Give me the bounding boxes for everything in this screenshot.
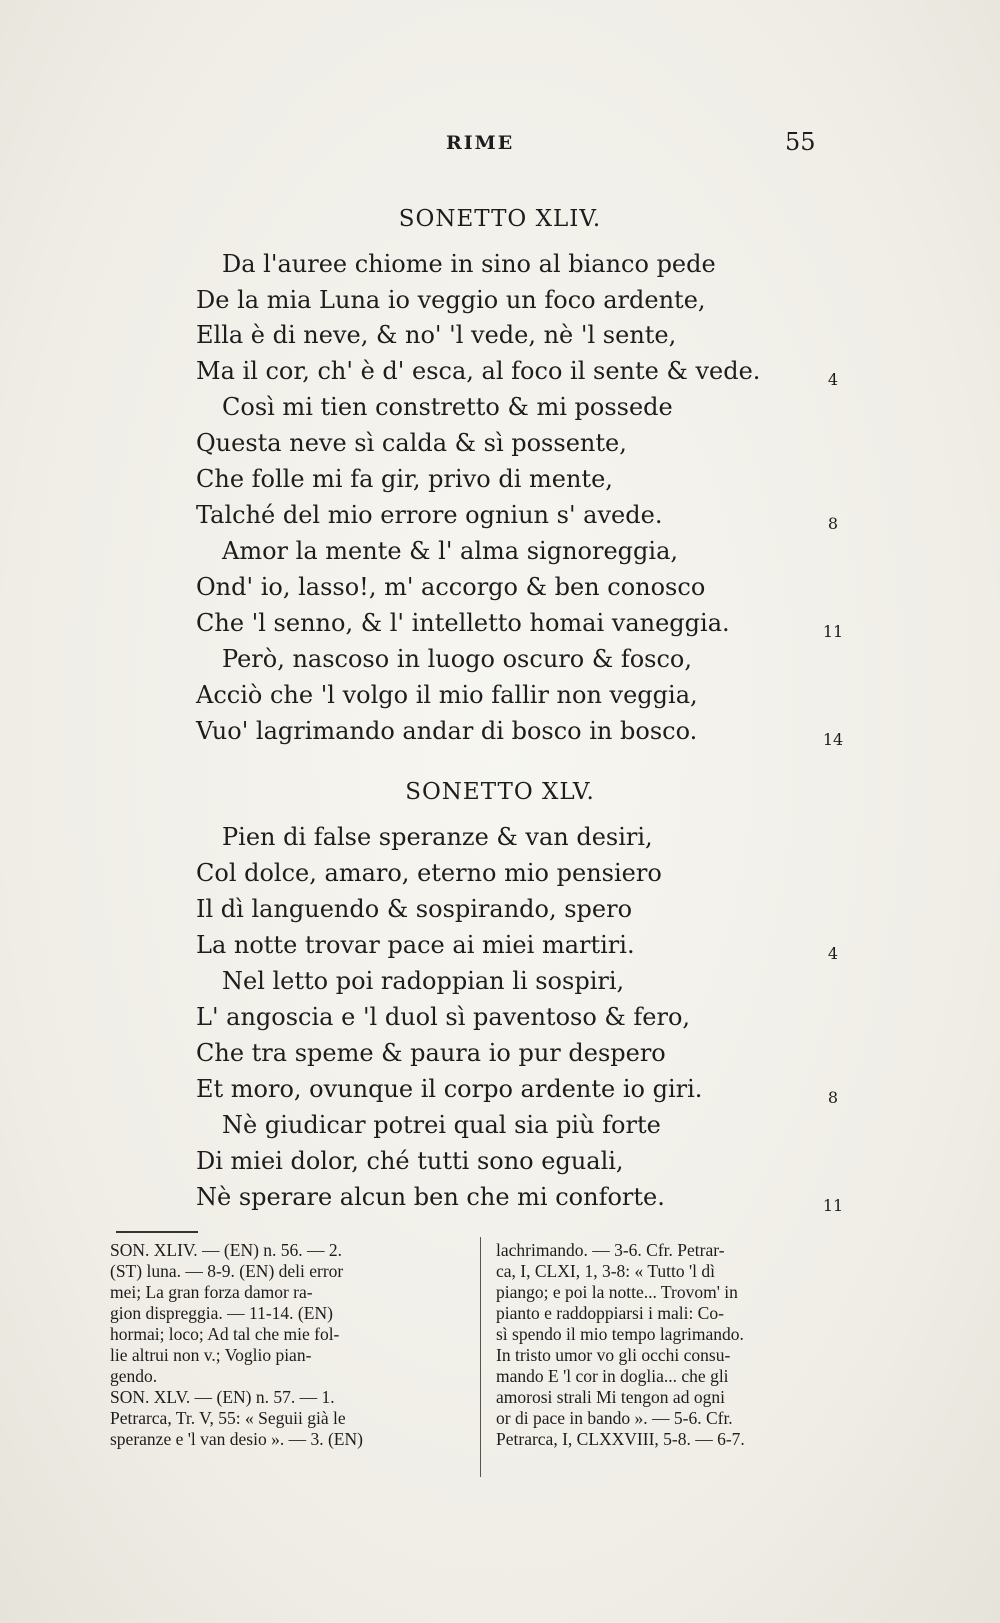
sonnet-title: SONETTO XLIV. [398,206,602,232]
note-line: sì spendo il mio tempo lagrimando. [496,1324,744,1344]
note-line: lie altrui non v.; Voglio pian- [110,1345,312,1365]
verse-line: Ond' io, lasso!, m' accorgo & ben conosco [196,573,706,601]
verse-line: Vuo' lagrimando andar di bosco in bosco. [196,717,698,745]
verse-line: Amor la mente & l' alma signoreggia, [222,537,678,565]
verse-line: La notte trovar pace ai miei martiri. [196,931,635,959]
sonnet-title: SONETTO XLV. [405,779,595,805]
notes-left-column [110,1240,470,1450]
line-number: 4 [827,944,839,963]
page-number: 55 [785,128,816,156]
verse-line: Pien di false speranze & van desiri, [222,823,653,851]
line-number: 8 [827,514,839,533]
line-number: 11 [822,622,844,641]
note-line: ca, I, CLXI, 1, 3-8: « Tutto 'l dì [496,1261,715,1281]
verse-line: Il dì languendo & sospirando, spero [196,895,633,923]
verse-line: De la mia Luna io veggio un foco ardente, [196,286,706,314]
verse-line: Acciò che 'l volgo il mio fallir non veggia, [196,681,698,709]
note-line: or di pace in bando ». — 5-6. Cfr. [496,1408,733,1428]
verse-line: Che tra speme & paura io pur despero [196,1039,666,1067]
verse-line: Nè giudicar potrei qual sia più forte [222,1111,661,1139]
note-line: gendo. [110,1366,158,1386]
note-line: Petrarca, Tr. V, 55: « Seguii già le [110,1408,346,1428]
verse-line: Questa neve sì calda & sì possente, [196,429,627,457]
note-line: SON. XLV. — (EN) n. 57. — 1. [110,1387,335,1407]
note-line: pianto e raddoppiarsi i mali: Co- [496,1303,724,1323]
note-line: In tristo umor vo gli occhi consu- [496,1345,731,1365]
verse-line: Col dolce, amaro, eterno mio pensiero [196,859,662,887]
note-line: Petrarca, I, CLXXVIII, 5-8. — 6-7. [496,1429,745,1449]
line-number: 4 [827,370,839,389]
verse-line: Talché del mio errore ogniun s' avede. [196,501,663,529]
verse-line: Però, nascoso in luogo oscuro & fosco, [222,645,692,673]
line-number: 14 [822,730,844,749]
verse-line: Ella è di neve, & no' 'l vede, nè 'l sente, [196,321,677,349]
note-line: hormai; loco; Ad tal che mie fol- [110,1324,340,1344]
note-line: gion dispreggia. — 11-14. (EN) [110,1303,333,1323]
verse-line: Nè sperare alcun ben che mi conforte. [196,1183,665,1211]
footnote-rule [116,1231,198,1233]
line-number: 8 [827,1088,839,1107]
note-line: piango; e poi la notte... Trovom' in [496,1282,738,1302]
line-number: 11 [822,1196,844,1215]
notes-right-column [496,1240,852,1450]
note-line: mando E 'l cor in doglia... che gli [496,1366,729,1386]
note-line: speranze e 'l van desio ». — 3. (EN) [110,1429,363,1449]
running-head [0,128,1000,162]
verse-line: Così mi tien constretto & mi possede [222,393,673,421]
running-title: RIME [446,132,515,154]
note-line: amorosi strali Mi tengon ad ogni [496,1387,725,1407]
verse-line: Ma il cor, ch' è d' esca, al foco il sente & vede. [196,357,761,385]
verse-line: Che 'l senno, & l' intelletto homai vaneggia. [196,609,730,637]
verse-line: Da l'auree chiome in sino al bianco pede [222,250,716,278]
note-line: mei; La gran forza damor ra- [110,1282,313,1302]
verse-line: L' angoscia e 'l duol sì paventoso & fero, [196,1003,691,1031]
verse-line: Et moro, ovunque il corpo ardente io giri. [196,1075,703,1103]
notes-column-divider [480,1237,481,1477]
note-line: SON. XLIV. — (EN) n. 56. — 2. [110,1240,343,1260]
verse-line: Di miei dolor, ché tutti sono eguali, [196,1147,624,1175]
verse-line: Nel letto poi radoppian li sospiri, [222,967,625,995]
note-line: lachrimando. — 3-6. Cfr. Petrar- [496,1240,725,1260]
verse-line: Che folle mi fa gir, privo di mente, [196,465,613,493]
note-line: (ST) luna. — 8-9. (EN) deli error [110,1261,344,1281]
